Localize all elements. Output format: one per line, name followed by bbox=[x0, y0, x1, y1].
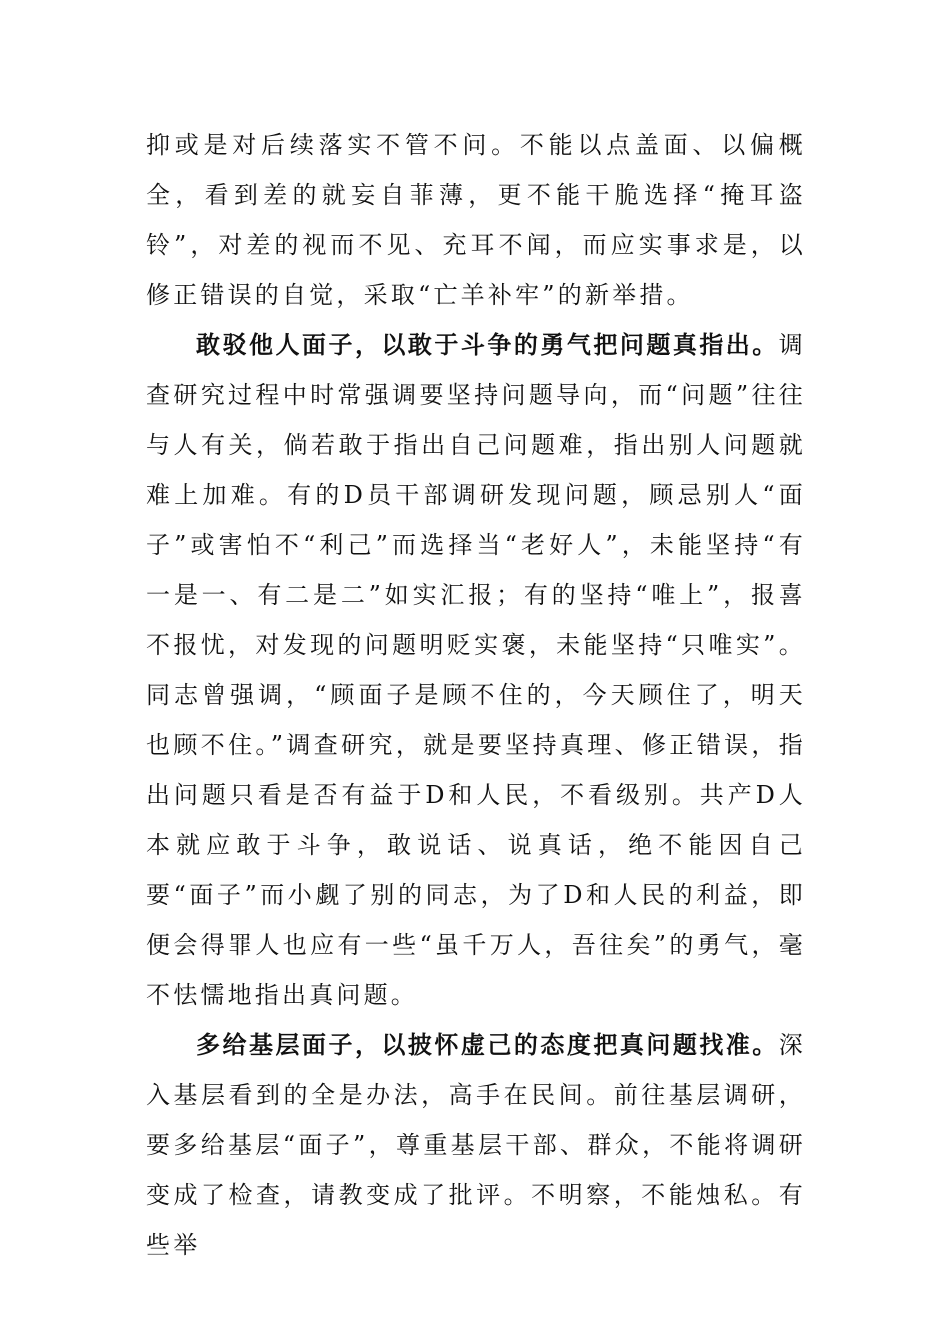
document-page bbox=[146, 120, 806, 1270]
paragraph-dare-to-challenge bbox=[146, 320, 806, 1020]
paragraph-continuation bbox=[146, 120, 806, 320]
paragraph-text: 深入基层看到的全是办法，高手在民间。前往基层调研，要多给基层“面子”，尊重基层干部、群众，不能将调研变成了检查，请教变成了批评。不明察，不能烛私。有些举 bbox=[146, 1031, 806, 1259]
paragraph-heading: 敢驳他人面子，以敢于斗争的勇气把问题真指出。 bbox=[196, 331, 779, 359]
paragraph-heading: 多给基层面子，以披怀虚己的态度把真问题找准。 bbox=[196, 1031, 779, 1059]
paragraph-text: 抑或是对后续落实不管不问。不能以点盖面、以偏概全，看到差的就妄自菲薄，更不能干脆选择“掩耳盗铃”，对差的视而不见、充耳不闻，而应实事求是，以修正错误的自觉，采取“亡羊补牢”的新举措。 bbox=[146, 131, 806, 309]
paragraph-respect-grassroots bbox=[146, 1020, 806, 1270]
paragraph-text: 调查研究过程中时常强调要坚持问题导向，而“问题”往往与人有关，倘若敢于指出自己问题难，指出别人问题就难上加难。有的D员干部调研发现问题，顾忌别人“面子”或害怕不“利己”而选择当“老好人”，未能坚持“有一是一、有二是二”如实汇报；有的坚持“唯上”，报喜不报忧，对发现的问题明贬实褒，未能坚持“只唯实”。同志曾强调，“顾面子是顾不住的，今天顾住了，明天也顾不住。”调查研究，就是要坚持真理、修正错误，指出问题只看是否有益于D和人民，不看级别。共产D人本就应敢于斗争，敢说话、说真话，绝不能因自己要“面子”而小觑了别的同志，为了D和人民的利益，即便会得罪人也应有一些“虽千万人，吾往矣”的勇气，毫不怯懦地指出真问题。 bbox=[146, 331, 806, 1009]
